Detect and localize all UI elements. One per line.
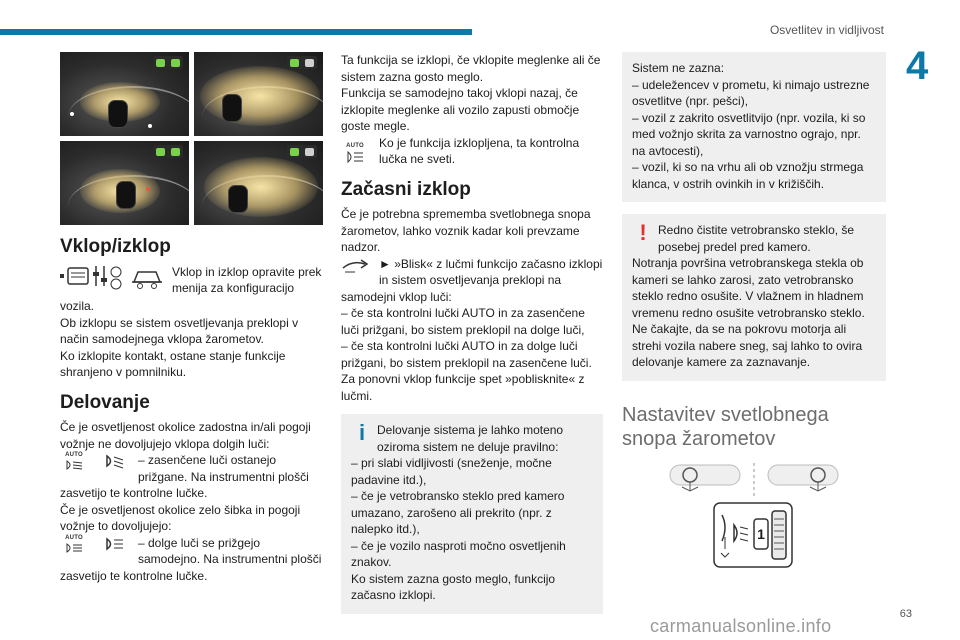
paragraph: Vklop in izklop opravite prek menija za konfiguracijo xyxy=(60,264,322,297)
auto-indicator-icon xyxy=(153,145,183,158)
list-item: – če sta kontrolni lučki AUTO in za zasenčene luči prižgani, bo sistem preklopil na dolge luči, xyxy=(341,306,585,337)
auto-indicator-icon xyxy=(287,56,317,69)
column-2 xyxy=(341,52,603,614)
list-item: – če sta kontrolni lučki AUTO in za dolge luči prižgani, bo sistem preklopil na zasenčene luči. xyxy=(341,339,592,370)
chapter-number: 4 xyxy=(906,44,929,88)
paragraph: Ne čakajte, da se na pokrovu motorja ali strehi vozila nabere sneg, saj lahko to ovira delovanje kamere za zaznavanje. xyxy=(632,322,863,369)
paragraph: AUTO – zasenčene luči ostanejo prižgane. Na instrumentni plošči xyxy=(60,452,322,485)
high-beam-icon xyxy=(100,535,128,554)
paragraph: AUTO – dolge luči se prižgejo samodejno. Na instrumentni plošči xyxy=(60,535,322,568)
auto-lamp-icon: AUTO xyxy=(341,143,369,164)
column-3 xyxy=(622,52,886,573)
dial-label: 1 xyxy=(757,525,765,542)
auto-indicator-icon xyxy=(153,56,183,69)
list-item: – vozil z zakrito osvetlitvijo (npr. vozila, ki so med vožnjo skrita za varnostno ograjo, npr. na avtocesti), xyxy=(632,110,866,158)
list-item: – če je vozilo nasproti močno osvetljenih znakov. xyxy=(351,538,566,569)
paragraph: Notranja površina vetrobranskega stekla ob kameri se lahko zarosi, zato vetrobransko steklo redno osušite. V vlažnem in hladnem vremenu redno osušite vetrobransko steklo. xyxy=(632,256,865,320)
warning-icon: ! xyxy=(639,220,647,245)
paragraph: Funkcija se samodejno takoj vklopi nazaj, če izklopite meglenke ali vozilo zapusti območje goste megle. xyxy=(341,86,580,133)
settings-icon xyxy=(60,264,166,292)
paragraph: vozila. xyxy=(60,299,95,313)
photo-low-beam-following xyxy=(60,141,189,225)
headlight-flash-icon xyxy=(341,256,369,281)
config-menu-icons xyxy=(60,264,166,297)
paragraph: ► »Blisk« z lučmi funkcijo začasno izklopi in sistem osvetljevanja preklopi na xyxy=(341,256,603,289)
photo-high-beam-empty-road xyxy=(194,141,323,225)
paragraph: Za ponovni vklop funkcije spet »poblisknite« z lučmi. xyxy=(341,372,585,403)
auto-indicator-icon xyxy=(287,145,317,158)
info-icon: i xyxy=(358,420,366,445)
paragraph: zasvetijo te kontrolne lučke. xyxy=(60,486,208,500)
list-item: – pri slabi vidljivosti (sneženje, močne padavine itd.), xyxy=(351,456,552,487)
column-1 xyxy=(60,52,322,584)
headlamp-dial-diagram xyxy=(622,463,886,573)
info-box xyxy=(341,414,603,614)
low-beam-icon xyxy=(100,452,128,471)
top-accent-bar xyxy=(0,29,472,35)
paragraph: zasvetijo te kontrolne lučke. xyxy=(60,568,208,583)
section-title: Osvetlitev in vidljivost xyxy=(769,23,884,37)
section-subtitle: Nastavitev svetlobnega snopa žarometov xyxy=(622,403,829,450)
list-item: – če je vetrobransko steklo pred kamero umazano, zarošeno ali prekrito (npr. z nalepko itd.), xyxy=(351,489,565,536)
heading-vklop: Vklop/izklop xyxy=(60,236,171,257)
paragraph: Ko sistem zazna gosto meglo, funkcijo začasno izklopi. xyxy=(351,571,556,602)
page-number: 63 xyxy=(899,608,912,620)
watermark: carmanualsonline.info xyxy=(650,616,832,636)
paragraph: Redno čistite vetrobransko steklo, še posebej predel pred kamero. xyxy=(658,223,855,254)
photo-high-beam xyxy=(194,52,323,136)
auto-lamp-icon: AUTO xyxy=(60,535,88,554)
limitations-box xyxy=(622,52,886,202)
paragraph: samodejni vklop luči: xyxy=(341,289,452,304)
photo-low-beam-oncoming xyxy=(60,52,189,136)
list-item: – vozil, ki so na vrhu ali ob vznožju strmega klanca, v ostrih ovinkih in v križiščih. xyxy=(632,160,864,191)
paragraph: Ob izklopu se sistem osvetljevanja preklopi v način samodejnega vklopa žarometov. xyxy=(60,315,299,346)
paragraph: Delovanje sistema je lahko moteno oziroma sistem ne deluje pravilno: xyxy=(377,423,564,454)
paragraph: AUTO Ko je funkcija izklopljena, ta kontrolna lučka ne sveti. xyxy=(341,135,603,168)
auto-lamp-icon: AUTO xyxy=(60,452,88,471)
paragraph: Ta funkcija se izklopi, če vklopite meglenke ali če sistem zazna gosto meglo. xyxy=(341,53,601,84)
warning-box xyxy=(622,214,886,381)
paragraph: Ko izklopite kontakt, ostane stanje funkcije shranjeno v pomnilniku. xyxy=(60,348,286,379)
paragraph: Če je osvetljenost okolice zelo šibka in pogoji vožnje to dovoljujejo: xyxy=(60,502,301,533)
heading-zacasni-izklop: Začasni izklop xyxy=(341,178,471,200)
paragraph: Če je osvetljenost okolice zadostna in/ali pogoji vožnje ne dovoljujejo vklopa dolgih luči: xyxy=(60,420,311,451)
headlight-photos xyxy=(60,52,323,225)
paragraph: Sistem ne zazna: xyxy=(632,61,725,75)
paragraph: Če je potrebna sprememba svetlobnega snopa žarometov, lahko voznik kadar koli prevzame nadzor. xyxy=(341,207,591,254)
heading-delovanje: Delovanje xyxy=(60,391,150,413)
headlamp-adjustment-illustration xyxy=(622,463,886,573)
list-item: – udeležencev v prometu, ki nimajo ustrezne osvetlitve (npr. pešci), xyxy=(632,77,870,108)
